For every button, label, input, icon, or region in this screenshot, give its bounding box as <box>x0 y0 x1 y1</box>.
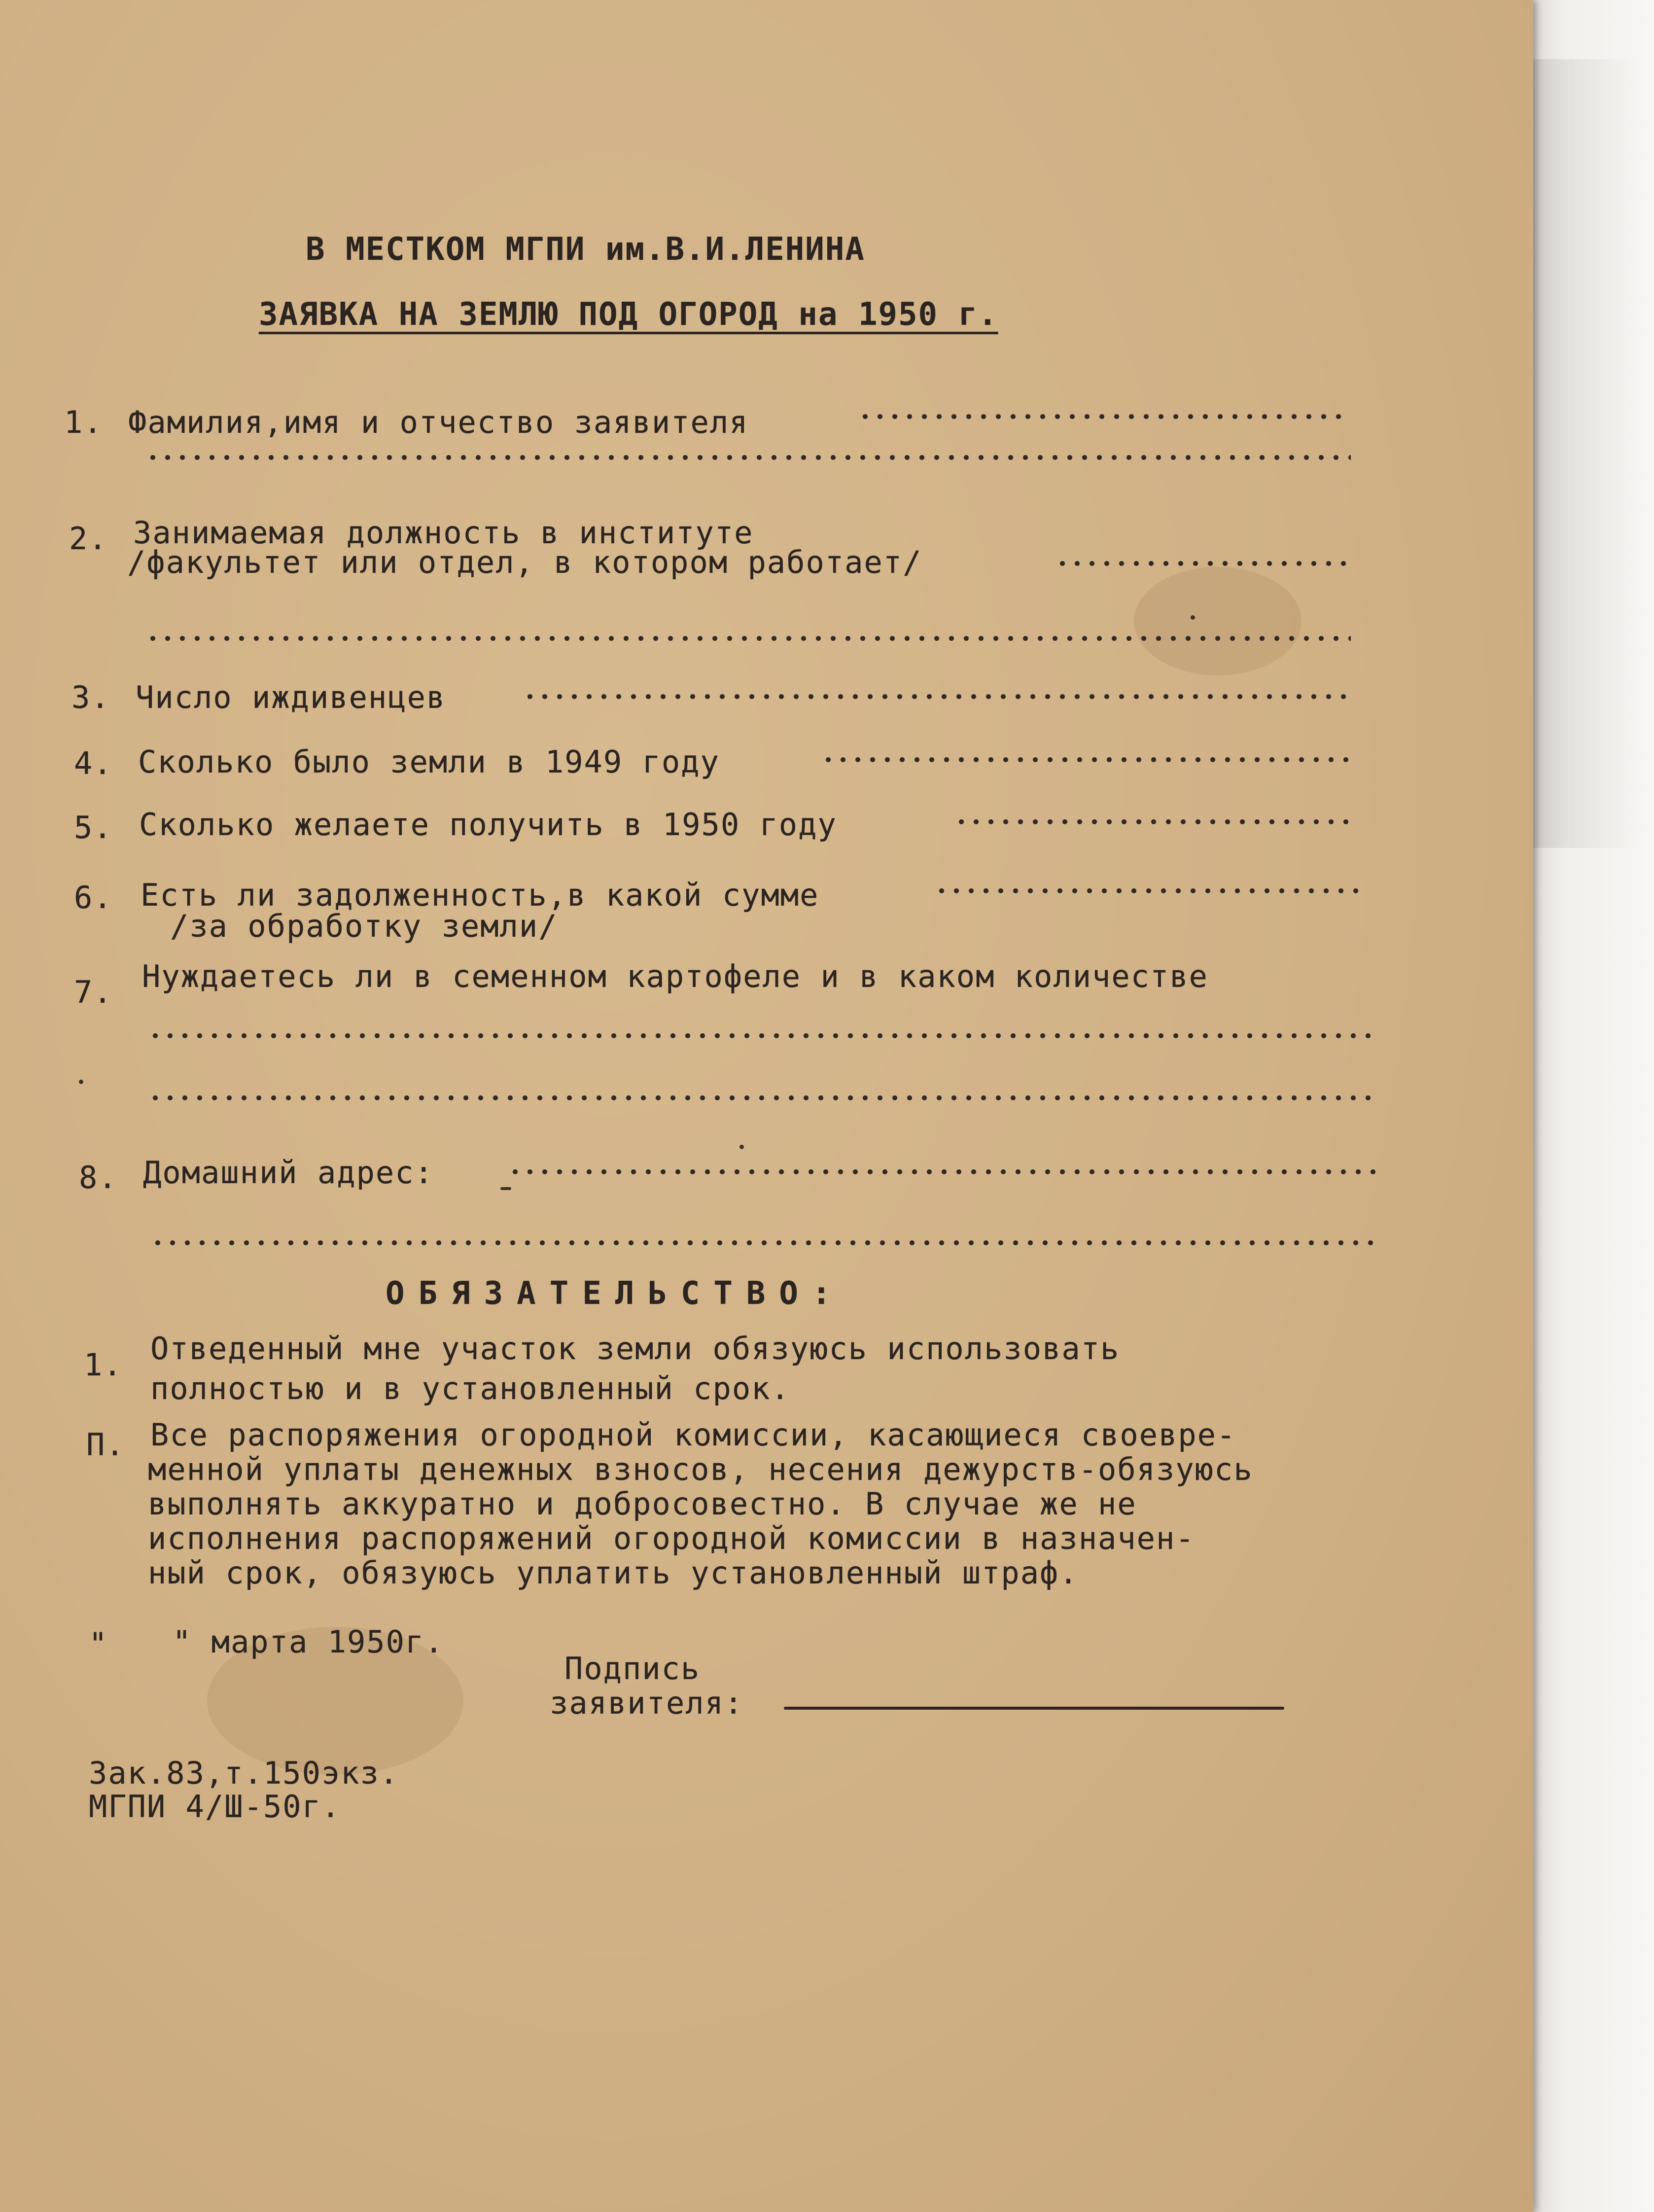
answer-dotted-line <box>145 636 1351 641</box>
answer-dotted-line <box>934 888 1358 893</box>
date-line: " марта 1950г. <box>173 1624 444 1660</box>
paper-stain <box>1134 567 1302 675</box>
question-5-number: 5. <box>74 809 113 845</box>
obligation-2-text-cont: выполнять аккуратно и добросовестно. В случае же не <box>148 1486 1137 1522</box>
answer-dotted-line <box>148 1033 1375 1038</box>
underlying-sheet-shadow <box>1523 59 1637 848</box>
obligation-2-text: Все распоряжения огородной комиссии, касающиеся своевре- <box>150 1417 1236 1453</box>
obligation-heading: ОБЯЗАТЕЛЬСТВО: <box>386 1275 845 1312</box>
ink-speck <box>500 1187 511 1190</box>
ink-speck <box>1191 615 1195 620</box>
print-imprint-cont: МГПИ 4/Ш-50г. <box>89 1789 341 1825</box>
question-2-text: Занимаемая должность в институте <box>133 515 754 551</box>
answer-dotted-line <box>1055 561 1351 566</box>
answer-dotted-line <box>821 757 1358 762</box>
question-4-text: Сколько было земли в 1949 году <box>138 744 720 780</box>
question-2-number: 2. <box>69 521 108 557</box>
obligation-1-text-cont: полностью и в установленный срок. <box>150 1370 790 1406</box>
question-6-subtext: /за обработку земли/ <box>170 908 558 944</box>
question-5-text: Сколько желаете получить в 1950 году <box>139 807 837 843</box>
question-7-number: 7. <box>74 974 113 1010</box>
obligation-1-number: 1. <box>84 1347 123 1383</box>
question-8-text: Домашний адрес: <box>143 1155 434 1191</box>
signature-line <box>784 1707 1284 1710</box>
date-open-quote: " <box>89 1626 108 1662</box>
question-1-number: 1. <box>64 404 103 440</box>
question-6-number: 6. <box>74 879 113 915</box>
ink-speck <box>79 1080 83 1084</box>
signature-label-cont: заявителя: <box>550 1685 744 1721</box>
answer-dotted-line <box>508 1169 1380 1174</box>
answer-dotted-line <box>150 1240 1380 1245</box>
obligation-1-text: Отведенный мне участок земли обязуюсь использовать <box>150 1331 1120 1367</box>
question-7-text: Нуждаетесь ли в семенном картофеле и в каком количестве <box>142 958 1208 994</box>
obligation-2-text-cont: ный срок, обязуюсь уплатить установленный штраф. <box>148 1555 1079 1591</box>
answer-dotted-line <box>858 414 1351 419</box>
answer-dotted-line <box>523 694 1351 699</box>
question-2-subtext: /факультет или отдел, в котором работает/ <box>127 544 922 580</box>
print-imprint: Зак.83,т.150экз. <box>89 1755 399 1791</box>
answer-dotted-line <box>148 1095 1375 1100</box>
obligation-2-number: П. <box>86 1427 125 1463</box>
addressee-heading: В МЕСТКОМ МГПИ им.В.И.ЛЕНИНА <box>306 231 865 268</box>
answer-dotted-line <box>954 819 1358 824</box>
obligation-2-text-cont: менной уплаты денежных взносов, несения дежурств-обязуюсь <box>148 1451 1253 1487</box>
question-1-text: Фамилия,имя и отчество заявителя <box>128 404 749 440</box>
answer-dotted-line <box>145 455 1351 460</box>
ink-speck <box>739 1145 744 1149</box>
question-6-text: Есть ли задолженность,в какой сумме <box>141 877 819 913</box>
obligation-2-text-cont: исполнения распоряжений огородной комиссии в назначен- <box>148 1520 1195 1556</box>
signature-label: Подпись <box>564 1650 701 1686</box>
document-title: ЗАЯВКА НА ЗЕМЛЮ ПОД ОГОРОД на 1950 г. <box>259 296 998 333</box>
question-8-number: 8. <box>79 1159 118 1195</box>
question-3-text: Число иждивенцев <box>136 679 446 715</box>
question-4-number: 4. <box>74 745 113 781</box>
question-3-number: 3. <box>71 679 110 715</box>
